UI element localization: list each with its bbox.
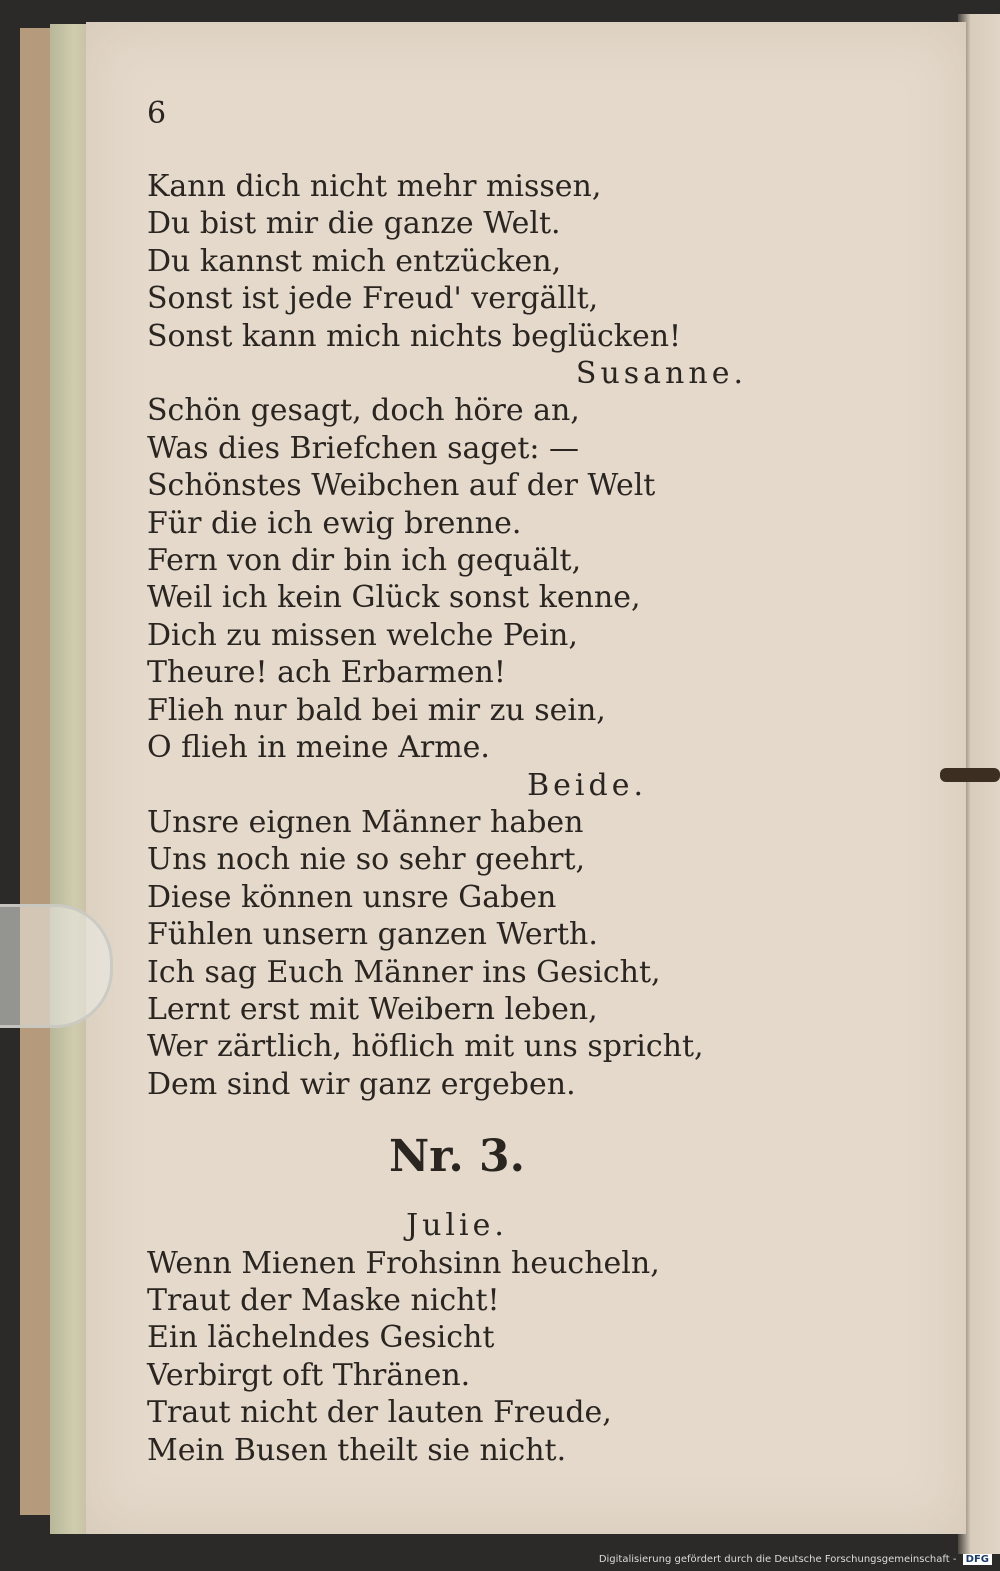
binding-thread: [940, 768, 1000, 782]
verse-line: Weil ich kein Glück sonst kenne,: [147, 580, 641, 616]
verse-line: Dem sind wir ganz ergeben.: [147, 1066, 576, 1102]
verse-line: Schönstes Weibchen auf der Welt: [147, 468, 656, 504]
verse-line: Sonst kann mich nichts beglücken!: [147, 318, 682, 354]
verse-line: Theure! ach Erbarmen!: [147, 655, 506, 691]
verse-line: Ein lächelndes Gesicht: [147, 1320, 495, 1356]
verse-line: Schön gesagt, doch höre an,: [147, 393, 580, 429]
book-binding: [20, 28, 52, 1515]
section-heading: Nr. 3.: [389, 1131, 525, 1183]
verse-line: Fühlen unsern ganzen Werth.: [147, 917, 598, 953]
verse-line: O flieh in meine Arme.: [147, 730, 490, 766]
verse-line: Traut der Maske nicht!: [147, 1282, 500, 1318]
digitization-credit: [599, 1554, 992, 1565]
verse-line: Flieh nur bald bei mir zu sein,: [147, 692, 606, 728]
verse-line: Diese können unsre Gaben: [147, 879, 557, 915]
verse-line: Du bist mir die ganze Welt.: [147, 206, 561, 242]
verse-line: Traut nicht der lauten Freude,: [147, 1395, 612, 1431]
dfg-logo: DFG: [963, 1554, 992, 1565]
page-number: 6: [147, 96, 167, 131]
page-clip: [0, 904, 113, 1028]
verse-line: Unsre eignen Männer haben: [147, 804, 584, 840]
verse-line: Was dies Briefchen saget: —: [147, 430, 580, 466]
speaker-julie: Julie.: [406, 1208, 508, 1244]
verse-line: Wenn Mienen Frohsinn heucheln,: [147, 1245, 660, 1281]
verse-line: Lernt erst mit Weibern leben,: [147, 991, 598, 1027]
credit-text: Digitalisierung gefördert durch die Deutsche Forschungsgemeinschaft -: [598, 1554, 957, 1565]
verse-line: Kann dich nicht mehr missen,: [147, 169, 602, 204]
text-block: [147, 168, 767, 1469]
verse-line: Sonst ist jede Freud' vergällt,: [147, 281, 599, 317]
verse-line: Für die ich ewig brenne.: [147, 505, 522, 541]
verse-line: Wer zärtlich, höflich mit uns spricht,: [147, 1029, 704, 1065]
verse-line: Verbirgt oft Thränen.: [147, 1357, 471, 1393]
verse-line: Mein Busen theilt sie nicht.: [147, 1432, 567, 1468]
verse-line: Ich sag Euch Männer ins Gesicht,: [147, 954, 661, 990]
book-spine: [50, 24, 90, 1534]
speaker-beide: Beide.: [527, 767, 647, 803]
verse-line: Uns noch nie so sehr geehrt,: [147, 842, 586, 878]
verse-line: Du kannst mich entzücken,: [147, 243, 562, 279]
verse-line: Fern von dir bin ich gequält,: [147, 543, 582, 579]
verse-line: Dich zu missen welche Pein,: [147, 617, 578, 653]
speaker-susanne: Susanne.: [575, 356, 747, 392]
